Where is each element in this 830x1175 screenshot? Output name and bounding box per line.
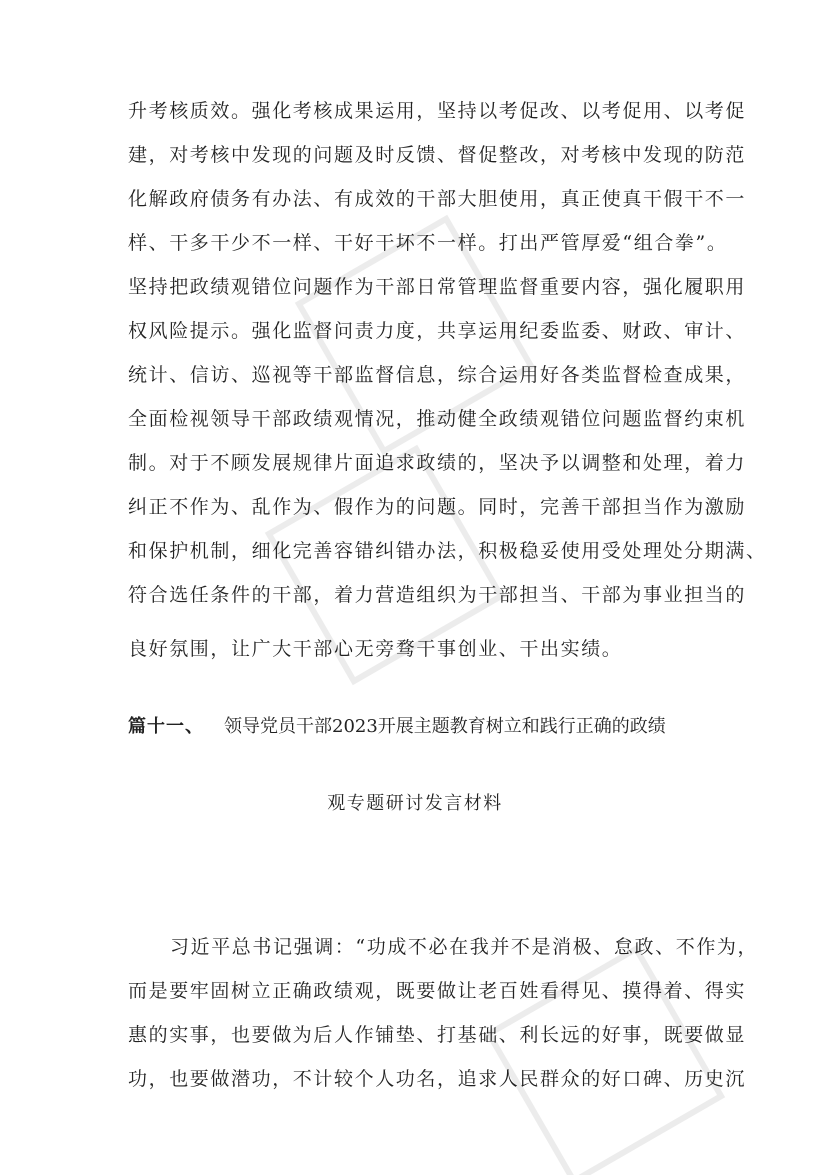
paragraph-line: 全面检视领导干部政绩观情况，推动健全政绩观错位问题监督约束机	[128, 408, 747, 430]
paragraph-line: 良好氛围，让广大干部心无旁骛干事创业、干出实绩。	[128, 638, 623, 660]
section-title-continuation: 观专题研讨发言材料	[327, 793, 503, 814]
paragraph-line: 制。对于不顾发展规律片面追求政绩的，坚决予以调整和处理，着力	[128, 452, 747, 474]
paragraph-line: 化解政府债务有办法、有成效的干部大胆使用，真正使真干假干不一	[128, 188, 747, 210]
paragraph-line: 样、干多干少不一样、干好干坏不一样。打出严管厚爱“组合拳”。	[128, 232, 728, 254]
paragraph-line: 而是要牢固树立正确政绩观，既要做让老百姓看得见、摸得着、得实	[128, 980, 747, 1002]
paragraph-line: 权风险提示。强化监督问责力度，共享运用纪委监委、财政、审计、	[128, 320, 747, 342]
paragraph-line: 和保护机制，细化完善容错纠错办法，积极稳妥使用受处理处分期满、	[128, 540, 767, 562]
section-heading	[128, 714, 713, 740]
paragraph-line: 升考核质效。强化考核成果运用，坚持以考促改、以考促用、以考促	[128, 100, 747, 122]
section-title: 领导党员干部2023开展主题教育树立和践行正确的政绩	[224, 716, 666, 737]
section-number: 篇十一	[128, 716, 185, 737]
paragraph-line: 习近平总书记强调：“功成不必在我并不是消极、怠政、不作为，	[170, 936, 759, 958]
paragraph-line: 统计、信访、巡视等干部监督信息，综合运用好各类监督检查成果，	[128, 364, 747, 386]
paragraph-line: 惠的实事，也要做为后人作铺垫、打基础、利长远的好事，既要做显	[128, 1024, 747, 1046]
paragraph-line: 纠正不作为、乱作为、假作为的问题。同时，完善干部担当作为激励	[128, 496, 747, 518]
paragraph-line: 功，也要做潜功，不计较个人功名，追求人民群众的好口碑、历史沉	[128, 1068, 747, 1090]
paragraph-line: 坚持把政绩观错位问题作为干部日常管理监督重要内容，强化履职用	[128, 276, 747, 298]
paragraph-line: 建，对考核中发现的问题及时反馈、督促整改，对考核中发现的防范	[128, 144, 747, 166]
paragraph-line: 符合选任条件的干部，着力营造组织为干部担当、干部为事业担当的	[128, 584, 747, 606]
section-separator: 、	[185, 716, 204, 737]
